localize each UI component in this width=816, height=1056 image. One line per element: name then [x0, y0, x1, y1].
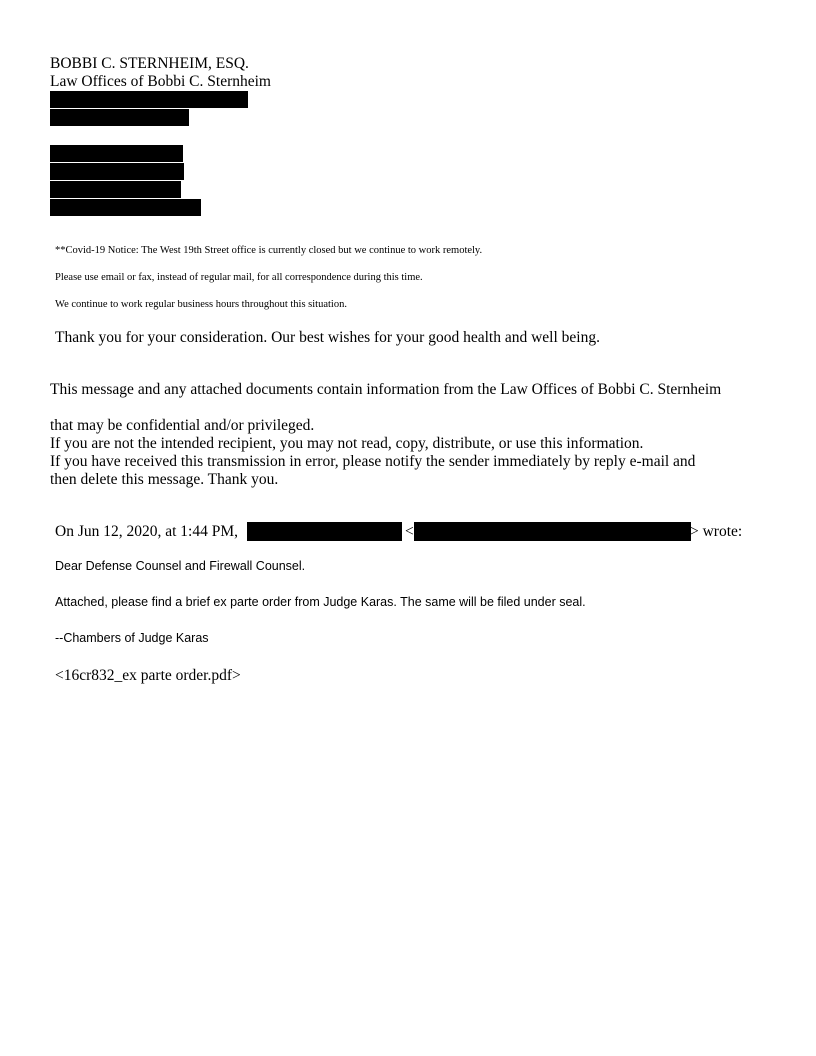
firm-name: Law Offices of Bobbi C. Sternheim	[50, 73, 271, 90]
quoted-header-lt: <	[405, 523, 414, 540]
thank-you-line: Thank you for your consideration. Our best wishes for your good health and well being.	[55, 329, 600, 346]
redaction-contact-line-1	[50, 145, 183, 162]
quoted-header-prefix: On Jun 12, 2020, at 1:44 PM,	[55, 523, 238, 540]
attachment-reference: <16cr832_ex parte order.pdf>	[55, 667, 241, 684]
disclaimer-line-4: If you have received this transmission in error, please notify the sender immediately by reply e-mail and	[50, 453, 696, 470]
covid-notice-line-3: We continue to work regular business hours throughout this situation.	[55, 299, 347, 310]
attorney-name: BOBBI C. STERNHEIM, ESQ.	[50, 55, 249, 72]
disclaimer-line-3: If you are not the intended recipient, you may not read, copy, distribute, or use this information.	[50, 435, 644, 452]
disclaimer-line-5: then delete this message. Thank you.	[50, 471, 279, 488]
redaction-contact-line-4	[50, 199, 201, 216]
redaction-sender-name	[247, 522, 402, 541]
redaction-sender-email	[414, 522, 691, 541]
disclaimer-line-2: that may be confidential and/or privileged.	[50, 417, 315, 434]
redaction-address-line-2	[50, 109, 189, 126]
redaction-contact-line-3	[50, 181, 181, 198]
quoted-greeting: Dear Defense Counsel and Firewall Counsel.	[55, 559, 306, 573]
covid-notice-line-1: **Covid-19 Notice: The West 19th Street office is currently closed but we continue to work remotely.	[55, 245, 483, 256]
quoted-sign-off: --Chambers of Judge Karas	[55, 631, 209, 645]
disclaimer-line-1: This message and any attached documents contain information from the Law Offices of Bobbi C. Sternheim	[50, 381, 722, 398]
quoted-header-suffix: > wrote:	[690, 523, 743, 540]
redaction-contact-line-2	[50, 163, 184, 180]
covid-notice-line-2: Please use email or fax, instead of regular mail, for all correspondence during this time.	[55, 272, 423, 283]
redaction-address-line-1	[50, 91, 248, 108]
quoted-body: Attached, please find a brief ex parte order from Judge Karas. The same will be filed under seal.	[55, 595, 586, 609]
